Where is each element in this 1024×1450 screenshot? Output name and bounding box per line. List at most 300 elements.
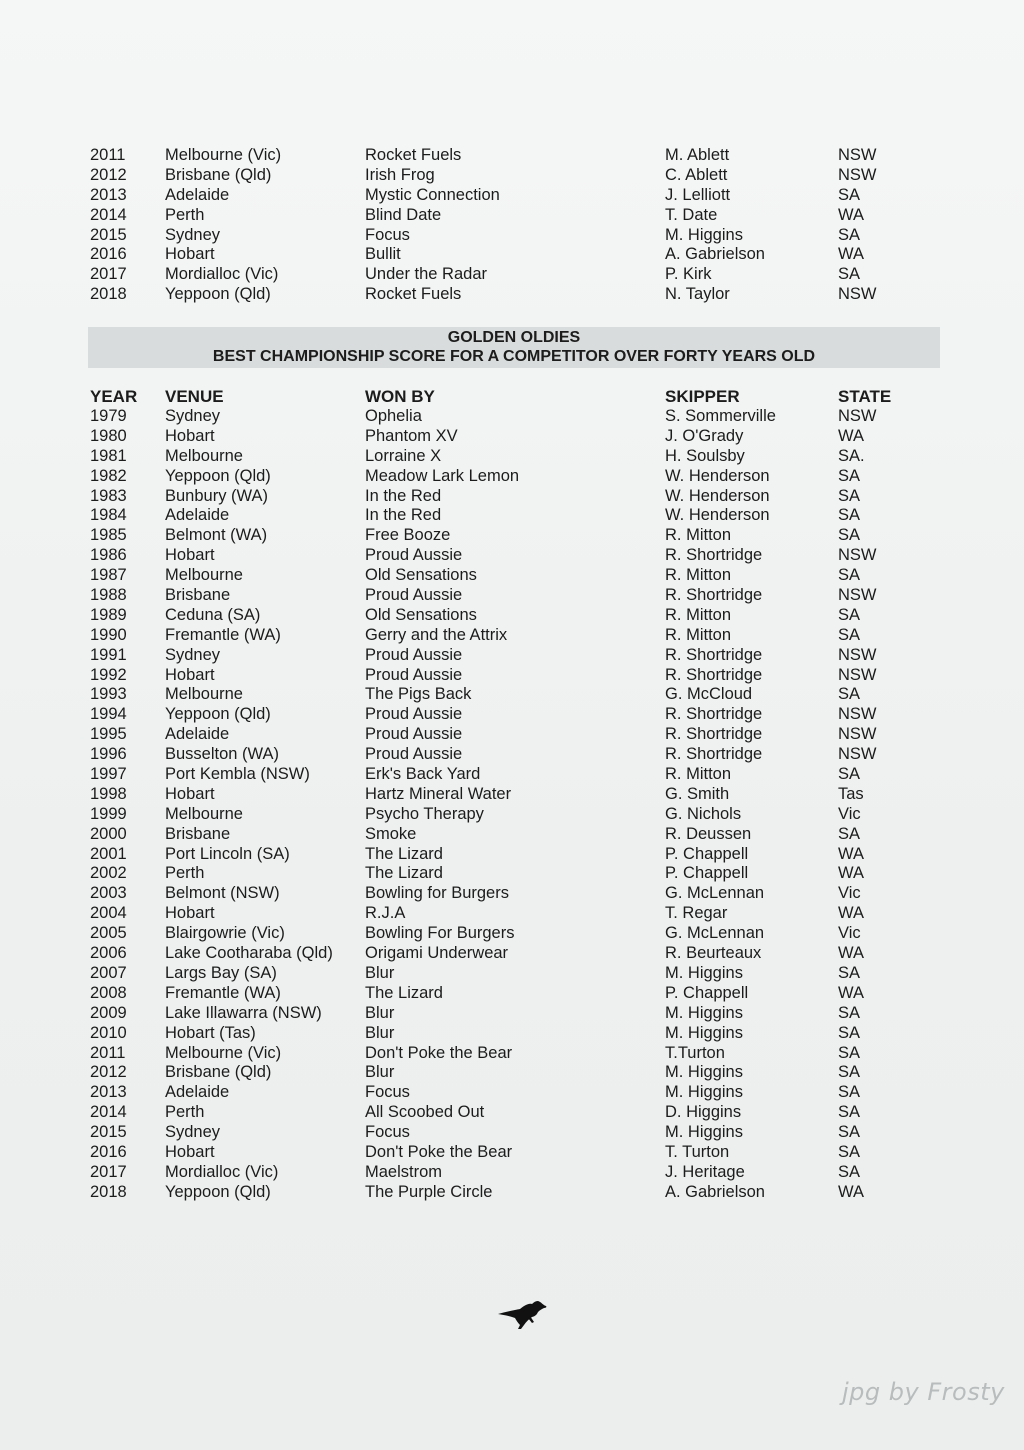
cell-year: 2014 [90,1103,127,1122]
cell-skipper: G. McLennan [665,884,765,903]
cell-venue: Largs Bay (SA) [165,963,277,982]
cell-year: 1993 [90,685,127,704]
table-row [88,487,918,507]
cell-won-by: Psycho Therapy [365,804,484,823]
cell-skipper: R. Deussen [665,824,752,843]
table-row [88,566,918,586]
cell-year: 1988 [90,586,127,605]
cell-venue: Hobart [165,665,215,684]
cell-state: Vic [838,924,861,943]
table-row [88,245,918,265]
cell-skipper: T.Turton [665,1043,725,1062]
cell-venue: Brisbane (Qld) [165,1063,272,1082]
table-header-row [88,387,918,407]
table-row [88,586,918,606]
table-row [88,666,918,686]
cell-venue: Hobart [165,1142,215,1161]
cell-skipper: W. Henderson [665,486,770,505]
cell-year: 1989 [90,605,127,624]
cell-venue: Blairgowrie (Vic) [165,924,285,943]
cell-skipper: S. Sommerville [665,407,776,425]
banner-subtitle: BEST CHAMPIONSHIP SCORE FOR A COMPETITOR OVER FORTY YEARS OLD [212,348,816,365]
cell-state: NSW [838,546,877,565]
cell-state: SA [838,1023,861,1042]
cell-year: 2015 [90,1123,127,1142]
table-row [88,407,918,427]
cell-year: 2017 [90,265,127,284]
cell-skipper: R. Mitton [665,625,732,644]
golden-oldies-rows [88,407,918,1203]
cell-venue: Yeppoon (Qld) [165,705,271,724]
cell-won-by: Don't Poke the Bear [365,1043,513,1062]
cell-year: 1997 [90,765,127,784]
cell-skipper: T. Date [665,205,718,224]
table-row [88,745,918,765]
cell-won-by: Focus [365,1083,410,1102]
cell-year: 2009 [90,1003,127,1022]
cell-venue: Bunbury (WA) [165,486,268,505]
cell-venue: Hobart [165,784,215,803]
cell-year: 2018 [90,1182,127,1201]
cell-year: 1999 [90,804,127,823]
header-state: STATE [838,387,892,406]
cell-won-by: In the Red [365,486,442,505]
cell-year: 1987 [90,566,127,585]
cell-skipper: T. Turton [665,1142,730,1161]
table-row [88,646,918,666]
cell-venue: Yeppoon (Qld) [165,1182,271,1201]
cell-won-by: Free Booze [365,526,451,545]
cell-venue: Melbourne (Vic) [165,1043,282,1062]
cell-won-by: Proud Aussie [365,665,463,684]
cell-won-by: Irish Frog [365,165,435,184]
cell-state: SA [838,506,861,525]
cell-year: 2011 [90,146,126,164]
cell-venue: Sydney [165,225,221,244]
cell-year: 1992 [90,665,127,684]
cell-skipper: J. O'Grady [665,426,744,445]
cell-year: 2007 [90,963,127,982]
cell-won-by: Ophelia [365,407,422,425]
cell-won-by: Proud Aussie [365,745,463,764]
cell-skipper: M. Higgins [665,1023,743,1042]
cell-year: 2016 [90,1142,127,1161]
table-row [88,427,918,447]
cell-state: SA [838,1142,861,1161]
cell-year: 1984 [90,506,127,525]
cell-state: Tas [838,784,864,803]
cell-won-by: Hartz Mineral Water [365,784,512,803]
cell-venue: Adelaide [165,725,230,744]
header-year: YEAR [90,387,138,406]
cell-venue: Brisbane [165,586,231,605]
cell-state: NSW [838,725,877,744]
cell-won-by: Rocket Fuels [365,146,462,164]
cell-skipper: R. Mitton [665,765,732,784]
cell-skipper: R. Mitton [665,566,732,585]
cell-state: SA [838,1063,861,1082]
table-row [88,626,918,646]
cell-won-by: Meadow Lark Lemon [365,466,520,485]
cell-venue: Busselton (WA) [165,745,280,764]
cell-venue: Melbourne [165,804,243,823]
cell-venue: Hobart (Tas) [165,1023,256,1042]
cell-state: SA [838,1123,861,1142]
cell-skipper: M. Higgins [665,963,743,982]
cell-skipper: R. Shortridge [665,705,763,724]
cell-state: SA [838,625,861,644]
cell-year: 1991 [90,645,127,664]
cell-state: WA [838,426,864,445]
cell-year: 1998 [90,784,127,803]
cell-year: 2010 [90,1023,127,1042]
header-skipper: SKIPPER [665,387,740,406]
cell-year: 2016 [90,245,127,264]
cell-won-by: Old Sensations [365,566,477,585]
table-row [88,964,918,984]
table-row [88,845,918,865]
cell-venue: Perth [165,1103,205,1122]
cell-state: NSW [838,285,877,304]
table-row [88,825,918,845]
cell-skipper: M. Higgins [665,1063,743,1082]
cell-venue: Hobart [165,426,215,445]
cell-year: 2014 [90,205,127,224]
cell-year: 1990 [90,625,127,644]
cell-skipper: R. Mitton [665,526,732,545]
cell-state: NSW [838,645,877,664]
cell-won-by: Proud Aussie [365,586,463,605]
cell-state: NSW [838,586,877,605]
table-row [88,467,918,487]
cell-venue: Port Kembla (NSW) [165,765,310,784]
cell-skipper: P. Chappell [665,983,749,1002]
cell-venue: Adelaide [165,1083,230,1102]
cell-venue: Brisbane (Qld) [165,165,272,184]
table-row [88,186,918,206]
cell-state: SA [838,1003,861,1022]
table-row [88,1183,918,1203]
cell-year: 2015 [90,225,127,244]
cell-year: 2000 [90,824,127,843]
cell-won-by: The Lizard [365,983,443,1002]
cell-state: SA [838,225,861,244]
cell-skipper: W. Henderson [665,506,770,525]
cell-skipper: M. Higgins [665,1123,743,1142]
table-row [88,1163,918,1183]
cell-state: SA [838,566,861,585]
cell-won-by: Gerry and the Attrix [365,625,508,644]
watermark-text: jpg by Frosty [842,1378,1005,1406]
cell-year: 1985 [90,526,127,545]
table-row [88,606,918,626]
cell-year: 1983 [90,486,127,505]
cell-year: 2008 [90,983,127,1002]
table-row [88,1024,918,1044]
cell-state: SA [838,466,861,485]
cell-venue: Ceduna (SA) [165,605,261,624]
cell-state: NSW [838,745,877,764]
table-row [88,1004,918,1024]
table-row [88,864,918,884]
table-row [88,884,918,904]
cell-state: SA [838,963,861,982]
cell-year: 1995 [90,725,127,744]
cell-state: SA [838,185,861,204]
cell-venue: Yeppoon (Qld) [165,285,271,304]
cell-skipper: R. Shortridge [665,665,763,684]
cell-won-by: Mystic Connection [365,185,500,204]
cell-venue: Melbourne [165,446,243,465]
table-row [88,685,918,705]
cell-year: 2006 [90,944,127,963]
cell-venue: Sydney [165,645,221,664]
cell-year: 2017 [90,1162,127,1181]
table-row [88,265,918,285]
cell-skipper: W. Henderson [665,466,770,485]
table-row [88,447,918,467]
golden-oldies-banner [88,327,940,368]
cell-year: 2018 [90,285,127,304]
cell-state: WA [838,205,864,224]
cell-state: SA [838,486,861,505]
table-row [88,904,918,924]
cell-year: 1981 [90,446,127,465]
cell-state: WA [838,844,864,863]
cell-state: SA [838,1083,861,1102]
table-row [88,785,918,805]
cell-won-by: In the Red [365,506,442,525]
cell-state: SA [838,605,861,624]
cell-won-by: Blind Date [365,205,442,224]
cell-won-by: Blur [365,1003,395,1022]
table-row [88,226,918,246]
cell-won-by: Erk's Back Yard [365,765,481,784]
cell-year: 1980 [90,426,127,445]
table-row [88,805,918,825]
cell-skipper: J. Lelliott [665,185,731,204]
table-row [88,285,918,305]
cell-won-by: Focus [365,225,410,244]
cell-year: 2013 [90,185,127,204]
cell-venue: Perth [165,205,205,224]
cell-won-by: Proud Aussie [365,546,463,565]
cell-won-by: Bullit [365,245,401,264]
cell-state: NSW [838,705,877,724]
cell-skipper: A. Gabrielson [665,245,765,264]
cell-venue: Belmont (NSW) [165,884,280,903]
cell-won-by: Phantom XV [365,426,458,445]
cell-state: WA [838,944,864,963]
cell-state: NSW [838,146,877,164]
cell-won-by: Lorraine X [365,446,442,465]
cell-won-by: The Lizard [365,864,443,883]
cell-venue: Port Lincoln (SA) [165,844,290,863]
previous-winners-table [88,146,918,305]
cell-venue: Adelaide [165,185,230,204]
banner-title: GOLDEN OLDIES [447,329,581,346]
cell-state: NSW [838,165,877,184]
cell-venue: Melbourne [165,685,243,704]
cell-state: Vic [838,804,861,823]
cell-skipper: G. Nichols [665,804,742,823]
cell-state: SA [838,824,861,843]
cell-state: NSW [838,407,877,425]
cell-skipper: D. Higgins [665,1103,742,1122]
cell-year: 2005 [90,924,127,943]
cell-skipper: C. Ablett [665,165,728,184]
cell-venue: Hobart [165,904,215,923]
cell-state: WA [838,983,864,1002]
kangaroo-icon [496,1298,550,1332]
cell-won-by: All Scoobed Out [365,1103,485,1122]
cell-year: 2012 [90,165,127,184]
table-row [88,1123,918,1143]
cell-venue: Fremantle (WA) [165,983,281,1002]
cell-state: WA [838,904,864,923]
cell-skipper: R. Shortridge [665,725,763,744]
cell-venue: Hobart [165,245,215,264]
cell-state: SA [838,1162,861,1181]
cell-skipper: R. Mitton [665,605,732,624]
table-row [88,166,918,186]
cell-year: 1996 [90,745,127,764]
table-row [88,924,918,944]
cell-state: SA [838,1043,861,1062]
cell-state: SA [838,765,861,784]
cell-year: 2011 [90,1043,126,1062]
header-won-by: WON BY [365,387,435,406]
cell-venue: Sydney [165,407,221,425]
cell-skipper: P. Chappell [665,864,749,883]
cell-skipper: R. Shortridge [665,546,763,565]
table-row [88,1083,918,1103]
table-row [88,705,918,725]
table-row [88,206,918,226]
cell-won-by: The Lizard [365,844,443,863]
cell-venue: Lake Cootharaba (Qld) [165,944,333,963]
cell-skipper: G. McCloud [665,685,753,704]
cell-skipper: R. Shortridge [665,745,763,764]
cell-won-by: Proud Aussie [365,645,463,664]
cell-venue: Melbourne [165,566,243,585]
cell-won-by: Don't Poke the Bear [365,1142,513,1161]
cell-venue: Fremantle (WA) [165,625,281,644]
table-row [88,526,918,546]
cell-state: SA. [838,446,865,465]
cell-year: 1979 [90,407,127,425]
table-row [88,1044,918,1064]
cell-skipper: R. Beurteaux [665,944,762,963]
table-row [88,1143,918,1163]
table-row [88,546,918,566]
cell-state: Vic [838,884,861,903]
cell-year: 2012 [90,1063,127,1082]
cell-skipper: P. Chappell [665,844,749,863]
cell-won-by: Blur [365,1023,395,1042]
cell-skipper: R. Shortridge [665,586,763,605]
cell-state: SA [838,526,861,545]
cell-skipper: G. Smith [665,784,730,803]
cell-venue: Belmont (WA) [165,526,268,545]
cell-skipper: P. Kirk [665,265,712,284]
cell-state: SA [838,685,861,704]
cell-skipper: H. Soulsby [665,446,745,465]
cell-won-by: Origami Underwear [365,944,509,963]
cell-venue: Sydney [165,1123,221,1142]
cell-venue: Melbourne (Vic) [165,146,282,164]
cell-won-by: R.J.A [365,904,406,923]
cell-year: 1982 [90,466,127,485]
cell-skipper: M. Higgins [665,225,743,244]
cell-year: 2004 [90,904,127,923]
cell-skipper: J. Heritage [665,1162,745,1181]
cell-venue: Adelaide [165,506,230,525]
cell-venue: Mordialloc (Vic) [165,265,279,284]
cell-skipper: T. Regar [665,904,728,923]
cell-skipper: M. Ablett [665,146,730,164]
cell-venue: Brisbane [165,824,231,843]
cell-state: SA [838,1103,861,1122]
cell-venue: Yeppoon (Qld) [165,466,271,485]
cell-year: 2002 [90,864,127,883]
cell-won-by: Bowling for Burgers [365,884,509,903]
table-row [88,984,918,1004]
cell-state: WA [838,864,864,883]
table-row [88,765,918,785]
cell-venue: Lake Illawarra (NSW) [165,1003,322,1022]
cell-won-by: Smoke [365,824,417,843]
cell-won-by: Under the Radar [365,265,487,284]
cell-won-by: Bowling For Burgers [365,924,515,943]
cell-skipper: R. Shortridge [665,645,763,664]
table-row [88,944,918,964]
cell-skipper: M. Higgins [665,1003,743,1022]
table-row [88,1103,918,1123]
cell-state: SA [838,265,861,284]
cell-won-by: Maelstrom [365,1162,443,1181]
golden-oldies-table [88,387,918,1203]
cell-year: 2013 [90,1083,127,1102]
cell-venue: Mordialloc (Vic) [165,1162,279,1181]
cell-state: WA [838,1182,864,1201]
cell-won-by: Blur [365,963,395,982]
cell-won-by: Focus [365,1123,410,1142]
cell-year: 2001 [90,844,127,863]
cell-skipper: A. Gabrielson [665,1182,765,1201]
cell-won-by: Old Sensations [365,605,477,624]
cell-state: WA [838,245,864,264]
table-row [88,1063,918,1083]
header-venue: VENUE [165,387,224,406]
cell-venue: Perth [165,864,205,883]
cell-won-by: Rocket Fuels [365,285,462,304]
cell-venue: Hobart [165,546,215,565]
cell-won-by: The Pigs Back [365,685,472,704]
table-row [88,506,918,526]
table-row [88,725,918,745]
cell-state: NSW [838,665,877,684]
cell-skipper: G. McLennan [665,924,765,943]
cell-won-by: The Purple Circle [365,1182,493,1201]
cell-skipper: M. Higgins [665,1083,743,1102]
cell-won-by: Blur [365,1063,395,1082]
cell-skipper: N. Taylor [665,285,730,304]
cell-year: 1986 [90,546,127,565]
cell-won-by: Proud Aussie [365,705,463,724]
cell-year: 2003 [90,884,127,903]
cell-won-by: Proud Aussie [365,725,463,744]
